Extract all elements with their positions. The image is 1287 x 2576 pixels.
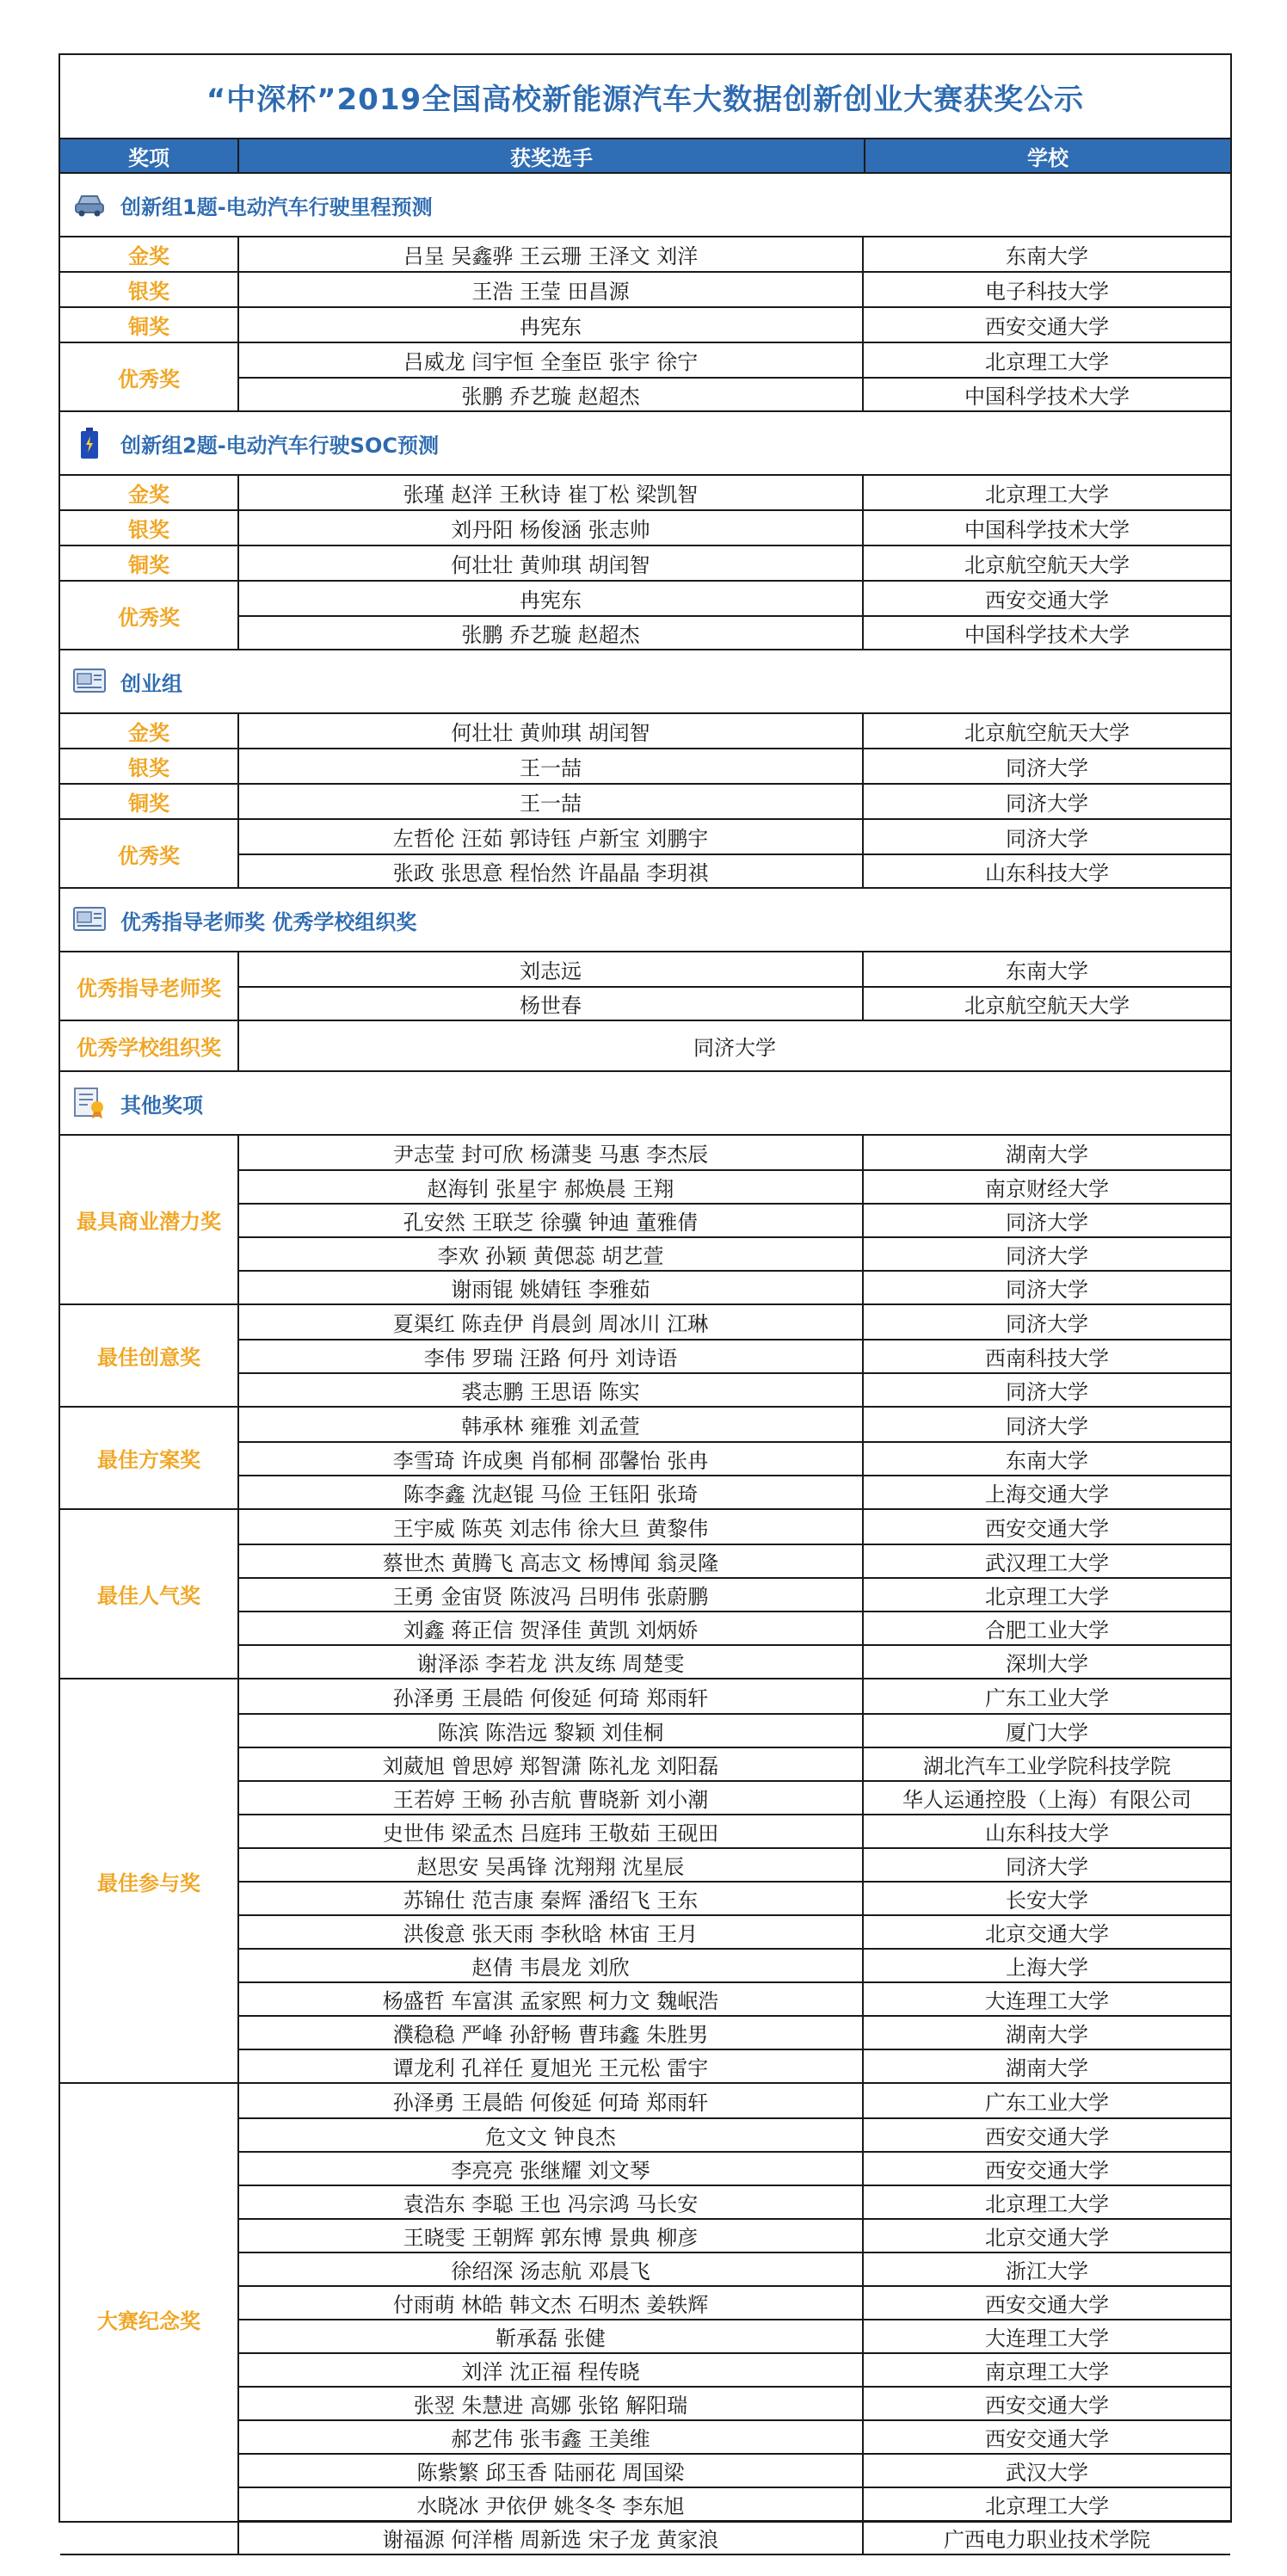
- players-cell: 刘志远: [239, 952, 864, 986]
- table-row: [239, 615, 1230, 649]
- players-cell: 王一喆: [239, 785, 864, 818]
- players-cell: 吕呈 吴鑫骅 王云珊 王泽文 刘洋: [239, 237, 864, 271]
- award-group: [60, 1408, 1230, 1510]
- award-label: 最佳人气奖: [60, 1510, 239, 1678]
- school-cell: 厦门大学: [1006, 1721, 1088, 1745]
- players-cell: 张瑾 赵洋 王秋诗 崔丁松 梁凯智: [239, 476, 864, 509]
- table-row: [239, 1981, 1230, 2015]
- section-header: [60, 412, 1230, 476]
- certificate-icon: [72, 903, 107, 937]
- award-group: [60, 1021, 1230, 1072]
- award-label: 银奖: [60, 511, 239, 545]
- table-row: [239, 952, 1230, 986]
- school-cell: 合肥工业大学: [985, 1618, 1109, 1642]
- school-cell: 北京交通大学: [985, 2226, 1109, 2250]
- table-row: [239, 273, 1230, 306]
- award-rows: [239, 1305, 1230, 1406]
- award-label: 优秀指导老师奖: [60, 952, 239, 1020]
- table-row: [239, 1305, 1230, 1339]
- section-title: 创业组: [120, 671, 182, 696]
- school-cell: 西南科技大学: [985, 1347, 1109, 1371]
- table-row: [239, 1169, 1230, 1203]
- players-cell: 水晓冰 尹依伊 姚冬冬 李东旭: [239, 2488, 864, 2520]
- award-rows: [239, 476, 1230, 509]
- players-cell: 李亮亮 张继耀 刘文琴: [239, 2153, 864, 2185]
- award-rows: [239, 1021, 1230, 1070]
- award-group: [60, 1136, 1230, 1305]
- school-cell: 东南大学: [1006, 244, 1088, 268]
- school-cell: 同济大学: [1006, 1211, 1088, 1235]
- table-row: [239, 343, 1230, 377]
- school-cell: 浙江大学: [1006, 2259, 1088, 2283]
- award-group: [60, 582, 1230, 650]
- award-group: [60, 2084, 1230, 2555]
- school-cell: 电子科技大学: [985, 280, 1109, 304]
- players-cell: 王宇威 陈英 刘志伟 徐大旦 黄黎伟: [239, 1510, 864, 1544]
- award-label: 最佳创意奖: [60, 1305, 239, 1406]
- players-cell: 谢福源 何洋楷 周新选 宋子龙 黄家浪: [239, 2522, 864, 2554]
- table-row: [239, 2319, 1230, 2352]
- players-cell: 裘志鹏 王思语 陈实: [239, 1374, 864, 1406]
- school-cell: 同济大学: [1006, 1414, 1088, 1439]
- table-row: [239, 1339, 1230, 1372]
- school-cell: 广东工业大学: [985, 2091, 1109, 2115]
- school-cell: 西安交通大学: [985, 315, 1109, 339]
- page-title: “中深杯”2019全国高校新能源汽车大数据创新创业大赛获奖公示: [60, 55, 1230, 139]
- table-row: [239, 1847, 1230, 1881]
- table-row: [239, 1881, 1230, 1914]
- school-cell: 北京航空航天大学: [964, 721, 1130, 745]
- table-row: [239, 1814, 1230, 1847]
- award-rows: [239, 714, 1230, 748]
- players-cell: 李雪琦 许成奥 肖郁桐 邵馨怡 张冉: [239, 1443, 864, 1475]
- table-row: [239, 476, 1230, 509]
- table-row: [239, 1747, 1230, 1780]
- school-cell: 湖南大学: [1006, 2023, 1088, 2047]
- table-row: [239, 1679, 1230, 1713]
- school-cell: 西安交通大学: [985, 2293, 1109, 2317]
- table-row: [239, 2285, 1230, 2319]
- players-cell: 左哲伦 汪茹 郭诗钰 卢新宝 刘鹏宇: [239, 820, 864, 854]
- table-row: [239, 511, 1230, 545]
- table-row: [239, 1236, 1230, 1270]
- award-label: 优秀学校组织奖: [60, 1021, 239, 1070]
- school-cell: 北京理工大学: [985, 350, 1109, 374]
- award-label: 大赛纪念奖: [60, 2084, 239, 2554]
- table-row: [239, 308, 1230, 342]
- table-row: [239, 1136, 1230, 1169]
- table-row: [239, 1270, 1230, 1303]
- award-rows: [239, 343, 1230, 410]
- award-group: [60, 714, 1230, 749]
- award-rows: [239, 2084, 1230, 2554]
- table-row: [239, 1644, 1230, 1678]
- award-rows: [239, 749, 1230, 783]
- table-row: [239, 714, 1230, 748]
- section-header: [60, 889, 1230, 952]
- car-icon: [72, 188, 107, 222]
- school-cell: 深圳大学: [1006, 1652, 1088, 1676]
- players-cell: 蔡世杰 黄腾飞 高志文 杨博闻 翁灵隆: [239, 1545, 864, 1577]
- table-row: [239, 582, 1230, 615]
- table-row: [239, 2352, 1230, 2386]
- award-rows: [239, 582, 1230, 649]
- players-cell: 苏锦仕 范吉康 秦辉 潘绍飞 王东: [239, 1883, 864, 1914]
- players-cell: 尹志莹 封可欣 杨潇斐 马惠 李杰辰: [239, 1136, 864, 1169]
- table-row: [239, 1713, 1230, 1747]
- players-cell: 王晓雯 王朝辉 郭东博 景典 柳彦: [239, 2220, 864, 2252]
- table-row: [239, 546, 1230, 580]
- players-cell: 冉宪东: [239, 582, 864, 615]
- table-row: [239, 986, 1230, 1020]
- players-cell: 刘鑫 蒋正信 贺泽佳 黄凯 刘炳娇: [239, 1612, 864, 1644]
- players-cell: 刘丹阳 杨俊涵 张志帅: [239, 511, 864, 545]
- table-row: [239, 2252, 1230, 2285]
- school-cell: 同济大学: [1006, 1380, 1088, 1404]
- award-rows: [239, 1510, 1230, 1678]
- award-group: [60, 476, 1230, 511]
- school-cell: 北京理工大学: [985, 483, 1109, 507]
- table-row: [239, 1914, 1230, 1948]
- players-cell: 靳承磊 张健: [239, 2320, 864, 2352]
- players-cell: 张政 张思意 程怡然 许晶晶 李玥祺: [239, 855, 864, 887]
- school-cell: 上海大学: [1006, 1956, 1088, 1980]
- school-cell: 中国科学技术大学: [964, 385, 1130, 409]
- award-label: 优秀奖: [60, 820, 239, 887]
- school-cell: 西安交通大学: [985, 2125, 1109, 2149]
- table-row: [239, 1780, 1230, 1814]
- table-row: [239, 2487, 1230, 2520]
- table-row: [239, 377, 1230, 410]
- table-row: [239, 1577, 1230, 1611]
- table-row: [239, 2049, 1230, 2082]
- school-cell: 东南大学: [1006, 959, 1088, 983]
- award-group: [60, 511, 1230, 546]
- table-row: [239, 2117, 1230, 2151]
- table-row: [239, 1441, 1230, 1475]
- award-rows: [239, 820, 1230, 887]
- players-cell: 张鹏 乔艺璇 赵超杰: [239, 617, 864, 649]
- table-row: [239, 1203, 1230, 1236]
- award-label: 银奖: [60, 273, 239, 306]
- table-row: [239, 2520, 1230, 2554]
- school-cell: 同济大学: [1006, 827, 1088, 851]
- table-row: [239, 1475, 1230, 1508]
- school-cell: 同济大学: [1006, 1278, 1088, 1302]
- award-rows: [239, 952, 1230, 1020]
- players-cell: 赵海钊 张星宇 郝焕晨 王翔: [239, 1171, 864, 1203]
- award-group: [60, 1305, 1230, 1408]
- header-school: 学校: [1027, 145, 1068, 170]
- table-header: [60, 139, 1230, 174]
- school-cell: 同济大学: [693, 1036, 776, 1060]
- players-cell: 王一喆: [239, 749, 864, 783]
- school-cell: 同济大学: [1006, 792, 1088, 816]
- table-row: [239, 2185, 1230, 2218]
- award-rows: [239, 1679, 1230, 2082]
- players-cell: 谢雨锟 姚婧钰 李雅茹: [239, 1272, 864, 1303]
- award-label: 最佳参与奖: [60, 1679, 239, 2082]
- school-cell: 北京理工大学: [985, 2494, 1109, 2518]
- school-cell: 山东科技大学: [985, 1821, 1109, 1846]
- table-row: [239, 2218, 1230, 2252]
- award-group: [60, 820, 1230, 889]
- players-cell: 危文文 钟良杰: [239, 2119, 864, 2151]
- header-award: 奖项: [60, 139, 239, 172]
- award-rows: [239, 308, 1230, 342]
- table-row: [239, 2151, 1230, 2185]
- table-row: [239, 2386, 1230, 2419]
- certificate-icon: [72, 664, 107, 699]
- school-cell: 北京理工大学: [985, 1585, 1109, 1609]
- table-row: [239, 2419, 1230, 2453]
- school-cell: 北京交通大学: [985, 1922, 1109, 1946]
- players-cell: 刘葳旭 曾思婷 郑智潇 陈礼龙 刘阳磊: [239, 1748, 864, 1780]
- players-cell: 史世伟 梁孟杰 吕庭玮 王敬茹 王砚田: [239, 1815, 864, 1847]
- school-cell: 北京航空航天大学: [964, 553, 1130, 577]
- table-row: [239, 1372, 1230, 1406]
- award-rows: [239, 273, 1230, 306]
- school-cell: 同济大学: [1006, 1855, 1088, 1879]
- players-cell: 王若婷 王畅 孙吉航 曹晓新 刘小潮: [239, 1782, 864, 1814]
- award-announcement-sheet: [58, 53, 1232, 2552]
- award-group: [60, 1679, 1230, 2084]
- school-cell: 长安大学: [1006, 1889, 1088, 1913]
- award-label: 铜奖: [60, 308, 239, 342]
- school-cell: 同济大学: [1006, 1312, 1088, 1336]
- section-title: 创新组2题-电动汽车行驶SOC预测: [120, 433, 439, 458]
- table-row: [239, 1510, 1230, 1544]
- award-label: 优秀奖: [60, 582, 239, 649]
- award-label: 金奖: [60, 237, 239, 271]
- school-cell: 广东工业大学: [985, 1686, 1109, 1710]
- award-label: 优秀奖: [60, 343, 239, 410]
- players-cell: 徐绍深 汤志航 邓晨飞: [239, 2253, 864, 2285]
- players-cell: 袁浩东 李聪 王也 冯宗鸿 马长安: [239, 2186, 864, 2218]
- award-document-icon: [72, 1086, 107, 1120]
- table-row: [239, 749, 1230, 783]
- table-row: [239, 854, 1230, 887]
- school-cell: 西安交通大学: [985, 1517, 1109, 1541]
- award-rows: [239, 785, 1230, 818]
- award-label: 银奖: [60, 749, 239, 783]
- players-cell: 冉宪东: [239, 308, 864, 342]
- players-cell: 李欢 孙颖 黄偲蕊 胡艺萱: [239, 1238, 864, 1270]
- school-cell: 武汉大学: [1006, 2461, 1088, 2485]
- award-group: [60, 273, 1230, 308]
- players-cell: 陈紫繁 邱玉香 陆丽花 周国梁: [239, 2455, 864, 2487]
- players-cell: 孙泽勇 王晨皓 何俊延 何琦 郑雨轩: [239, 2084, 864, 2117]
- award-label: 最佳方案奖: [60, 1408, 239, 1508]
- section-header: [60, 174, 1230, 237]
- players-cell: 刘洋 沈正福 程传晓: [239, 2354, 864, 2386]
- header-players: 获奖选手: [239, 139, 865, 172]
- school-cell: 广西电力职业技术学院: [944, 2528, 1150, 2552]
- table-row: [239, 820, 1230, 854]
- school-cell: 南京理工大学: [985, 2360, 1109, 2384]
- award-group: [60, 546, 1230, 582]
- table-body: [60, 174, 1230, 2555]
- table-row: [239, 1021, 1230, 1070]
- players-cell: 濮稳稳 严峰 孙舒畅 曹玮鑫 朱胜男: [239, 2017, 864, 2049]
- school-cell: 东南大学: [1006, 1449, 1088, 1473]
- table-row: [239, 785, 1230, 818]
- table-row: [239, 1611, 1230, 1644]
- section-header: [60, 1072, 1230, 1136]
- section-title: 优秀指导老师奖 优秀学校组织奖: [120, 909, 417, 934]
- table-row: [239, 1544, 1230, 1577]
- players-cell: 李伟 罗瑞 汪路 何丹 刘诗语: [239, 1340, 864, 1372]
- award-rows: [239, 546, 1230, 580]
- players-cell: 张翌 朱慧进 高娜 张铭 解阳瑞: [239, 2388, 864, 2419]
- players-cell: 赵倩 韦晨龙 刘欣: [239, 1950, 864, 1981]
- players-cell: 张鹏 乔艺璇 赵超杰: [239, 379, 864, 410]
- school-cell: 山东科技大学: [985, 861, 1109, 885]
- award-rows: [239, 237, 1230, 271]
- table-row: [239, 237, 1230, 271]
- award-label: 铜奖: [60, 546, 239, 580]
- players-cell: 郝艺伟 张韦鑫 王美维: [239, 2421, 864, 2453]
- school-cell: 大连理工大学: [985, 1989, 1109, 2013]
- award-rows: [239, 511, 1230, 545]
- players-cell: 付雨萌 林皓 韩文杰 石明杰 姜轶辉: [239, 2287, 864, 2319]
- players-cell: 洪俊意 张天雨 李秋晗 林宙 王月: [239, 1916, 864, 1948]
- school-cell: 上海交通大学: [985, 1482, 1109, 1507]
- award-group: [60, 749, 1230, 785]
- award-label: 最具商业潜力奖: [60, 1136, 239, 1303]
- school-cell: 同济大学: [1006, 1244, 1088, 1268]
- school-cell: 武汉理工大学: [985, 1551, 1109, 1575]
- award-group: [60, 1510, 1230, 1679]
- school-cell: 北京理工大学: [985, 2192, 1109, 2216]
- school-cell: 湖北汽车工业学院科技学院: [923, 1754, 1171, 1778]
- players-cell: 杨盛哲 车富淇 孟家熙 柯力文 魏岷浩: [239, 1983, 864, 2015]
- school-cell: 西安交通大学: [985, 2394, 1109, 2418]
- school-cell: 南京财经大学: [985, 1177, 1109, 1201]
- players-cell: 陈李鑫 沈赵锟 马俭 王钰阳 张琦: [239, 1476, 864, 1508]
- school-cell: 西安交通大学: [985, 589, 1109, 613]
- award-label: 铜奖: [60, 785, 239, 818]
- players-cell: 吕威龙 闫宇恒 全奎臣 张宇 徐宁: [239, 343, 864, 377]
- section-header: [60, 650, 1230, 714]
- table-row: [239, 1408, 1230, 1441]
- players-cell: 韩承林 雍雅 刘孟萱: [239, 1408, 864, 1441]
- players-cell: 王勇 金宙贤 陈波冯 吕明伟 张蔚鹏: [239, 1579, 864, 1611]
- players-cell: 夏渠红 陈垚伊 肖晨剑 周冰川 江琳: [239, 1305, 864, 1339]
- players-cell: 何壮壮 黄帅琪 胡闰智: [239, 546, 864, 580]
- school-cell: 大连理工大学: [985, 2326, 1109, 2351]
- award-rows: [239, 1408, 1230, 1508]
- school-cell: 华人运通控股（上海）有限公司: [902, 1788, 1192, 1812]
- award-group: [60, 308, 1230, 343]
- award-label: 金奖: [60, 714, 239, 748]
- school-cell: 湖南大学: [1006, 2056, 1088, 2080]
- award-group: [60, 952, 1230, 1021]
- award-rows: [239, 1136, 1230, 1303]
- school-cell: 湖南大学: [1006, 1143, 1088, 1167]
- school-cell: 中国科学技术大学: [964, 518, 1130, 542]
- players-cell: 赵思安 吴禹锋 沈翔翔 沈星辰: [239, 1849, 864, 1881]
- school-cell: 同济大学: [1006, 756, 1088, 780]
- table-row: [239, 2453, 1230, 2487]
- award-group: [60, 785, 1230, 820]
- players-cell: 何壮壮 黄帅琪 胡闰智: [239, 714, 864, 748]
- players-cell: 杨世春: [239, 988, 864, 1020]
- battery-icon: [72, 426, 107, 460]
- players-cell: 谢泽添 李若龙 洪友练 周楚雯: [239, 1646, 864, 1678]
- players-cell: 王浩 王莹 田昌源: [239, 273, 864, 306]
- table-row: [239, 1948, 1230, 1981]
- school-cell: 西安交通大学: [985, 2427, 1109, 2451]
- players-cell: 谭龙利 孔祥任 夏旭光 王元松 雷宇: [239, 2050, 864, 2082]
- table-row: [239, 2084, 1230, 2117]
- section-title: 创新组1题-电动汽车行驶里程预测: [120, 194, 433, 219]
- players-cell: 孙泽勇 王晨皓 何俊延 何琦 郑雨轩: [239, 1679, 864, 1713]
- section-title: 其他奖项: [120, 1093, 203, 1118]
- table-row: [239, 2015, 1230, 2049]
- award-label: 金奖: [60, 476, 239, 509]
- award-group: [60, 343, 1230, 412]
- players-cell: 孔安然 王联芝 徐骥 钟迪 董雅倩: [239, 1205, 864, 1236]
- players-cell: 陈滨 陈浩远 黎颖 刘佳桐: [239, 1715, 864, 1747]
- award-group: [60, 237, 1230, 273]
- school-cell: 北京航空航天大学: [964, 994, 1130, 1018]
- school-cell: 中国科学技术大学: [964, 623, 1130, 647]
- school-cell: 西安交通大学: [985, 2159, 1109, 2183]
